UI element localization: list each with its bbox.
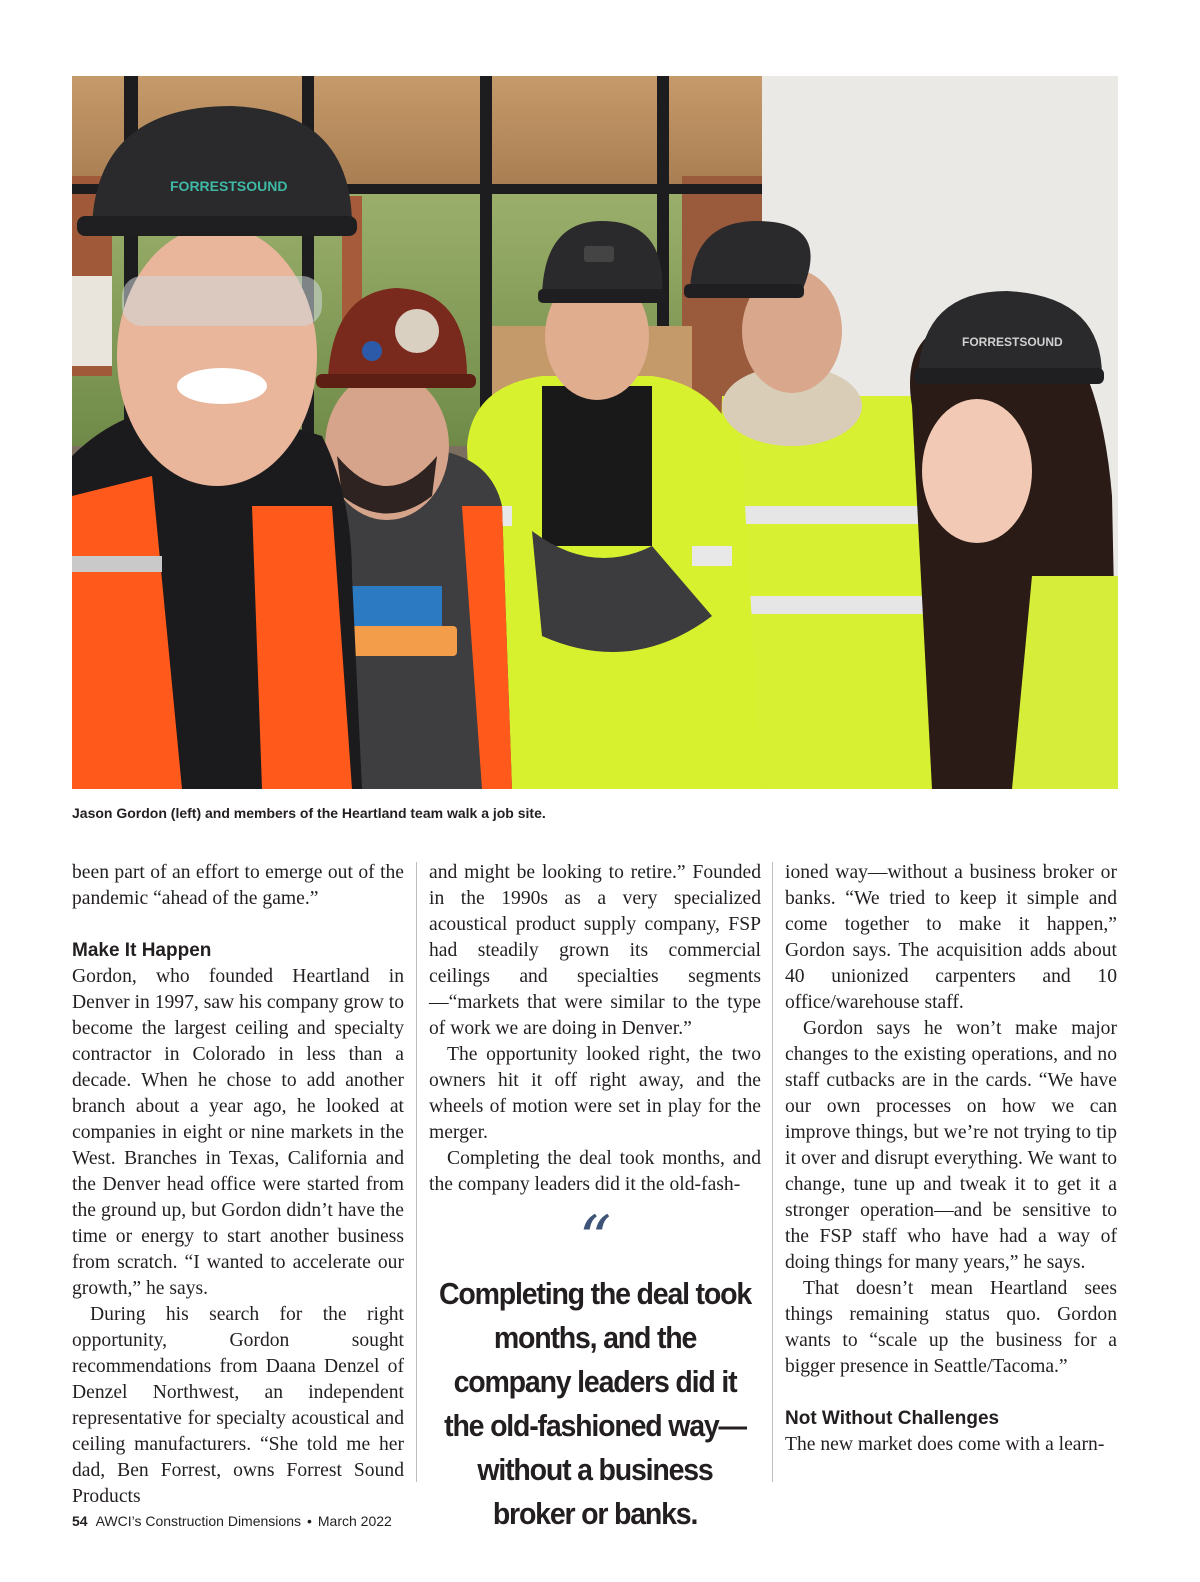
team-photo xyxy=(72,76,1118,789)
paragraph: ioned way—without a business broker or banks. “We tried to keep it simple and come together to make it happen,” Gordon says. The acquisition adds about 40 unionized carpenters and 10 office/warehouse staff. xyxy=(785,862,1117,1013)
article-column-2 xyxy=(429,860,761,1198)
section-heading: Not Without Challenges xyxy=(785,1408,1000,1429)
helmet-logo-text: FORRESTSOUND xyxy=(170,178,288,194)
paragraph: Gordon says he won’t make major changes to the existing operations, and no staff cutbacks are in the cards. “We have our own processes on how we can improve things, but we’re not trying to tip it over and disrupt everything. We want to change, tune up and tweak it to get it a stronger operation—and be sensitive to the FSP staff who have had a way of doing things for many years,” he says. xyxy=(785,1018,1117,1273)
quote-mark-icon: “ xyxy=(578,1203,612,1277)
section-heading: Make It Happen xyxy=(72,940,212,961)
paragraph: and might be looking to retire.” Founded in the 1990s as a very specialized acoustical product supply company, FSP had steadily grown its commercial ceilings and specialties segments—“markets that were similar to the type of work we are doing in Denver.” xyxy=(429,862,761,1039)
pull-quote-text: Completing the deal took months, and the company leaders did it the old-fashioned way—without a business broker or banks. xyxy=(439,1276,751,1531)
photo-caption: Jason Gordon (left) and members of the Heartland team walk a job site. xyxy=(72,805,546,821)
paragraph: The opportunity looked right, the two owners hit it off right away, and the wheels of motion were set in play for the merger. xyxy=(429,1044,761,1143)
paragraph: Completing the deal took months, and the company leaders did it the old-fash- xyxy=(429,1148,761,1195)
article-column-1 xyxy=(72,860,404,1510)
publication-name: AWCI’s Construction Dimensions xyxy=(95,1513,301,1529)
page-footer xyxy=(72,1513,392,1529)
helmet-logo-text: FORRESTSOUND xyxy=(962,335,1063,349)
article-column-3 xyxy=(785,860,1117,1458)
safety-glasses xyxy=(122,276,322,326)
paragraph: During his search for the right opportunity, Gordon sought recommendations from Daana Denzel of Denzel Northwest, an independent representative for specialty acoustical and ceiling manufacturers. “She told me her dad, Ben Forrest, owns Forrest Sound Products xyxy=(72,1304,404,1507)
group-photo-icon xyxy=(72,76,1118,789)
paragraph: The new market does come with a learn- xyxy=(785,1434,1105,1455)
issue-date: March 2022 xyxy=(317,1513,392,1529)
paragraph: been part of an effort to emerge out of the pandemic “ahead of the game.” xyxy=(72,862,404,909)
paragraph: That doesn’t mean Heartland sees things remaining status quo. Gordon wants to “scale up the business for a bigger presence in Seattle/Tacoma.” xyxy=(785,1278,1117,1377)
page-number: 54 xyxy=(72,1513,88,1529)
column-divider xyxy=(772,862,773,1482)
column-divider xyxy=(416,862,417,1482)
man-face xyxy=(117,226,317,486)
footer-separator: • xyxy=(306,1513,312,1529)
paragraph: Gordon, who founded Heartland in Denver in 1997, saw his company grow to become the largest ceiling and specialty contractor in Colorado in less than a decade. When he chose to add another branch about a year ago, he looked at companies in eight or nine markets in the West. Branches in Texas, California and the Denver head office were started from the ground up, but Gordon didn’t have the time or energy to start another business from scratch. “I wanted to accelerate our growth,” he says. xyxy=(72,966,404,1299)
pull-quote xyxy=(425,1203,765,1536)
